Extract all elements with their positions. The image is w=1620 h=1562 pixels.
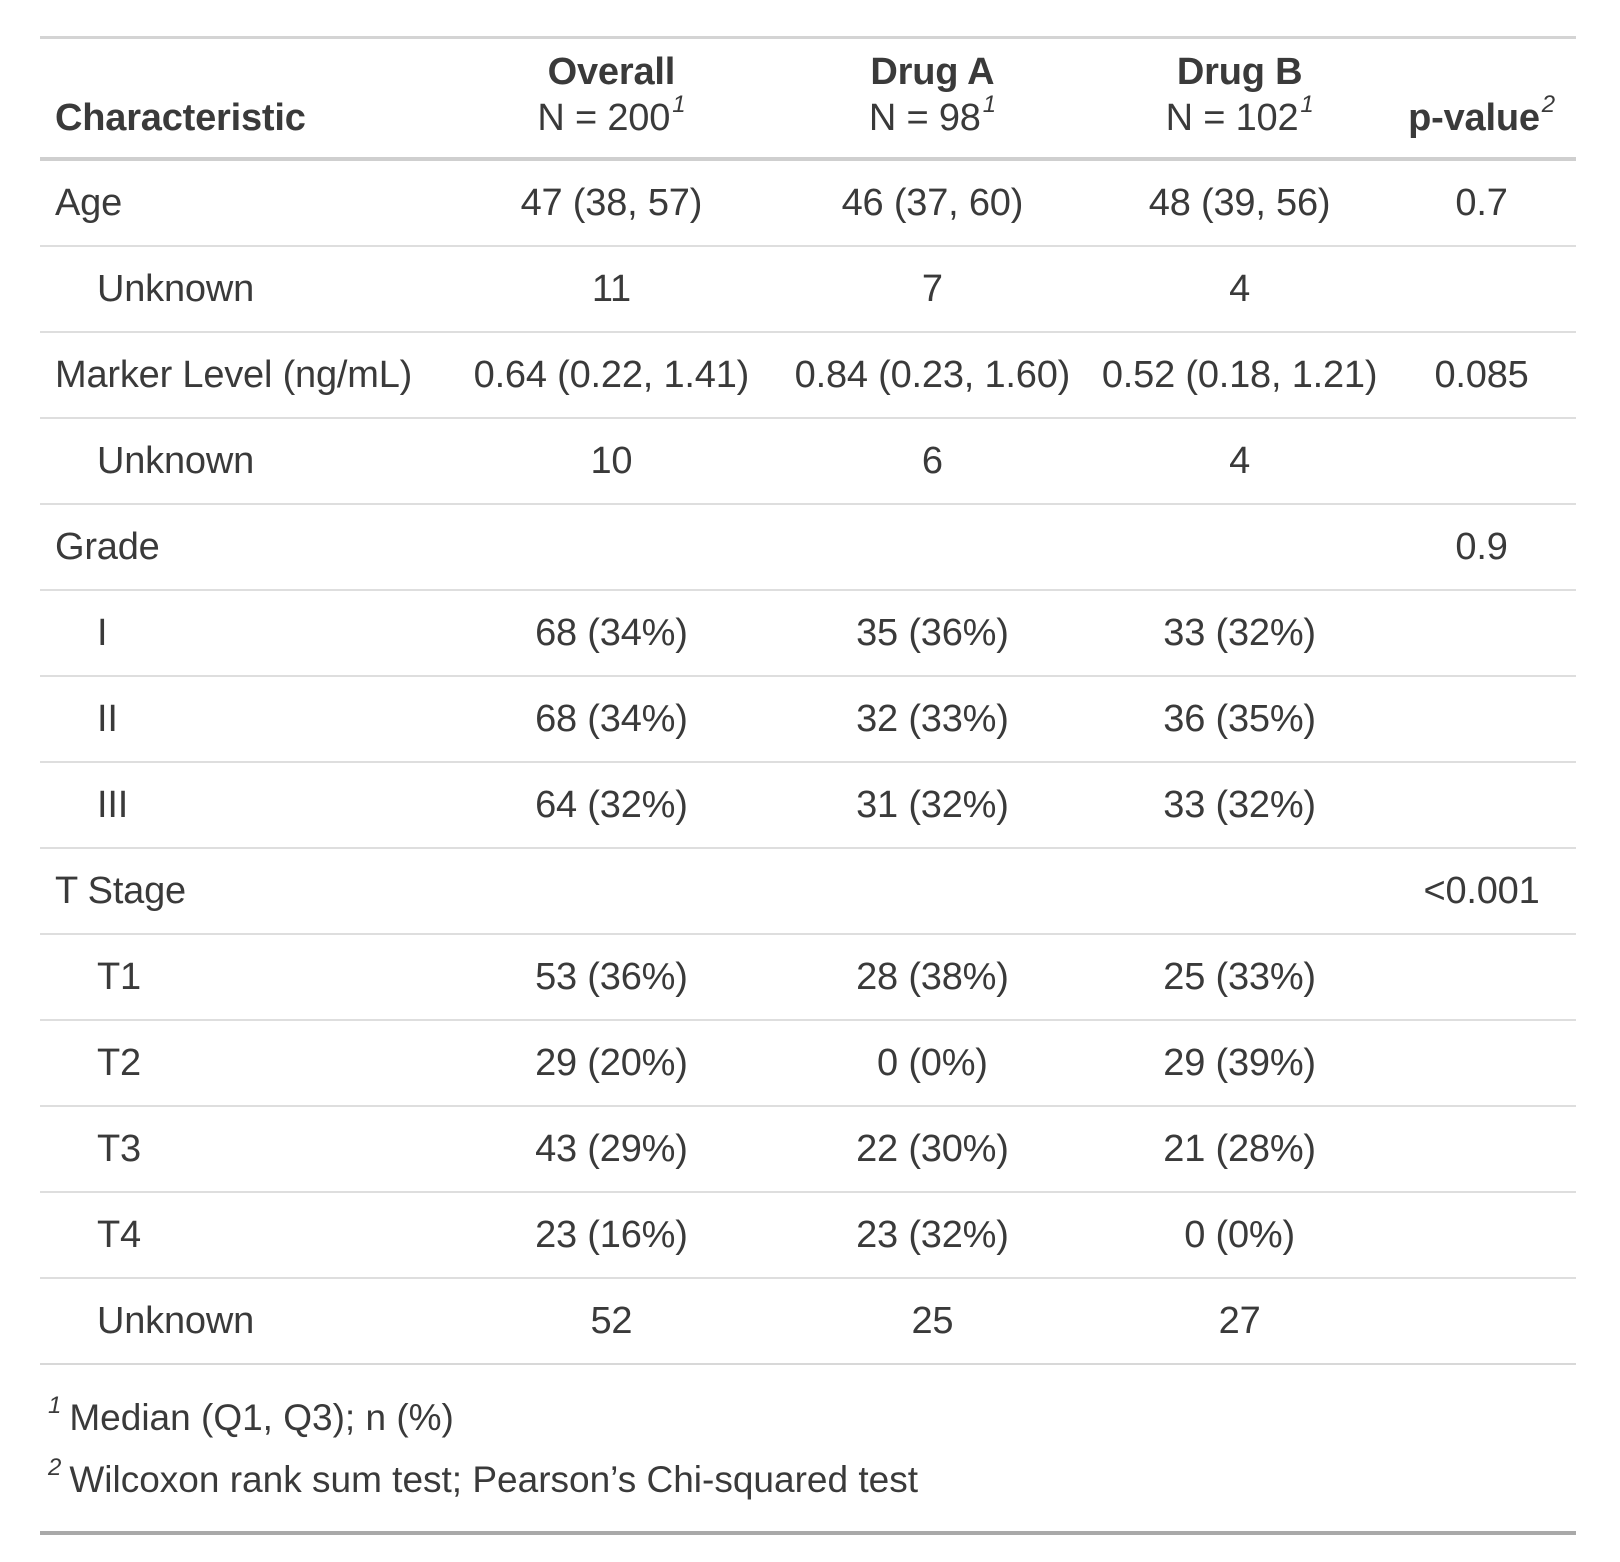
header-n-text: N = 98: [868, 97, 981, 139]
cell-drug-b: 29 (39%): [1092, 1020, 1387, 1106]
footnote-marker: 2: [48, 1453, 62, 1481]
cell-overall: 10: [450, 418, 773, 504]
cell-drug-b: 27: [1092, 1278, 1387, 1363]
header-n-text: N = 200: [537, 97, 671, 139]
cell-p-value: <0.001: [1387, 848, 1576, 934]
footnote-1: [48, 1387, 1576, 1449]
cell-overall: 68 (34%): [450, 590, 773, 676]
page: [0, 36, 1620, 1562]
table-header: [40, 38, 1576, 160]
footnote-text: Median (Q1, Q3); n (%): [69, 1397, 454, 1438]
cell-p-value: [1387, 1278, 1576, 1363]
cell-p-value: [1387, 246, 1576, 332]
cell-p-value: 0.7: [1455, 182, 1508, 224]
row-label: I: [40, 590, 450, 676]
header-label: Characteristic: [55, 97, 306, 139]
table-row-grade-3: [40, 762, 1576, 848]
table-row-age: [40, 159, 1576, 246]
cell-drug-a: 0 (0%): [773, 1020, 1092, 1106]
cell-p-value: [1387, 1192, 1576, 1278]
row-label: Unknown: [40, 1278, 450, 1363]
cell-overall: [450, 848, 773, 934]
row-label: T Stage: [40, 848, 450, 934]
cell-drug-a: 23 (32%): [773, 1192, 1092, 1278]
cell-p-value: [1387, 1020, 1576, 1106]
row-label: Unknown: [40, 418, 450, 504]
cell-overall: 43 (29%): [450, 1106, 773, 1192]
row-label: Unknown: [40, 246, 450, 332]
table-footnotes: [40, 1363, 1576, 1535]
cell-overall: 47 (38, 57): [520, 182, 703, 224]
cell-drug-b: 0 (0%): [1092, 1192, 1387, 1278]
row-label: Age: [55, 182, 123, 224]
cell-drug-b: 25 (33%): [1092, 934, 1387, 1020]
table-row-marker-level: [40, 332, 1576, 418]
cell-drug-a: [773, 848, 1092, 934]
cell-drug-b: 4: [1092, 246, 1387, 332]
summary-table-container: [40, 36, 1576, 1535]
cell-drug-a: 6: [773, 418, 1092, 504]
cell-overall: [450, 504, 773, 590]
cell-overall: 52: [450, 1278, 773, 1363]
column-header-drug-b: [1092, 38, 1387, 160]
table-row-t2: [40, 1020, 1576, 1106]
cell-drug-a: 7: [773, 246, 1092, 332]
cell-drug-b: 33 (32%): [1092, 590, 1387, 676]
cell-p-value: 0.9: [1387, 504, 1576, 590]
summary-table: [40, 36, 1576, 1363]
row-label: T4: [40, 1192, 450, 1278]
header-n-text: N = 102: [1165, 97, 1299, 139]
cell-drug-a: 28 (38%): [773, 934, 1092, 1020]
table-row-grade-2: [40, 676, 1576, 762]
table-row-t1: [40, 934, 1576, 1020]
cell-drug-b: 48 (39, 56): [1148, 182, 1331, 224]
footnote-marker: 1: [672, 91, 686, 119]
column-header-p-value: [1387, 38, 1576, 160]
footnote-2: [48, 1449, 1576, 1511]
cell-drug-b: 33 (32%): [1092, 762, 1387, 848]
row-label: III: [40, 762, 450, 848]
table-row-t3: [40, 1106, 1576, 1192]
cell-p-value: [1387, 590, 1576, 676]
cell-p-value: [1387, 418, 1576, 504]
header-label: p-value: [1408, 97, 1540, 139]
cell-drug-a: 32 (33%): [773, 676, 1092, 762]
column-header-overall: [450, 38, 773, 160]
cell-drug-a: 25: [773, 1278, 1092, 1363]
cell-drug-a: 46 (37, 60): [841, 182, 1024, 224]
header-n-line: [1098, 91, 1381, 141]
cell-drug-a: [773, 504, 1092, 590]
cell-overall: 23 (16%): [450, 1192, 773, 1278]
cell-overall: 11: [450, 246, 773, 332]
header-n-line: [779, 91, 1086, 141]
cell-overall: 68 (34%): [450, 676, 773, 762]
footnote-marker: 1: [982, 91, 996, 119]
row-label: T3: [40, 1106, 450, 1192]
cell-p-value: [1387, 1106, 1576, 1192]
cell-drug-b: 21 (28%): [1092, 1106, 1387, 1192]
cell-p-value: [1387, 762, 1576, 848]
cell-drug-a: 31 (32%): [773, 762, 1092, 848]
cell-overall: 29 (20%): [450, 1020, 773, 1106]
footnote-text: Wilcoxon rank sum test; Pearson’s Chi-squared test: [69, 1459, 918, 1500]
cell-drug-b: 36 (35%): [1092, 676, 1387, 762]
cell-drug-b: 4: [1092, 418, 1387, 504]
cell-overall: 64 (32%): [450, 762, 773, 848]
table-row-t-stage-unknown: [40, 1278, 1576, 1363]
cell-drug-b: 0.52 (0.18, 1.21): [1092, 332, 1387, 418]
row-label: Grade: [40, 504, 450, 590]
column-header-drug-a: [773, 38, 1092, 160]
footnote-marker: 1: [1300, 91, 1314, 119]
row-label: T2: [40, 1020, 450, 1106]
cell-drug-a: 35 (36%): [773, 590, 1092, 676]
row-label: Marker Level (ng/mL): [40, 332, 450, 418]
cell-drug-a: 0.84 (0.23, 1.60): [773, 332, 1092, 418]
cell-drug-b: [1092, 848, 1387, 934]
header-label: Drug A: [870, 51, 995, 93]
footnote-marker: 1: [48, 1391, 62, 1419]
table-row-age-unknown: [40, 246, 1576, 332]
column-header-characteristic: [40, 38, 450, 160]
table-row-t-stage: [40, 848, 1576, 934]
table-row-t4: [40, 1192, 1576, 1278]
table-row-marker-unknown: [40, 418, 1576, 504]
table-row-grade-1: [40, 590, 1576, 676]
footnote-marker: 2: [1541, 91, 1555, 119]
cell-drug-a: 22 (30%): [773, 1106, 1092, 1192]
header-row: [40, 38, 1576, 160]
table-row-grade: [40, 504, 1576, 590]
cell-p-value: 0.085: [1387, 332, 1576, 418]
cell-overall: 53 (36%): [450, 934, 773, 1020]
cell-p-value: [1387, 676, 1576, 762]
table-body: [40, 159, 1576, 1363]
row-label: T1: [40, 934, 450, 1020]
header-n-line: [456, 91, 767, 141]
header-label: Drug B: [1176, 51, 1303, 93]
header-label: Overall: [547, 51, 676, 93]
cell-overall: 0.64 (0.22, 1.41): [450, 332, 773, 418]
cell-drug-b: [1092, 504, 1387, 590]
row-label: II: [40, 676, 450, 762]
cell-p-value: [1387, 934, 1576, 1020]
